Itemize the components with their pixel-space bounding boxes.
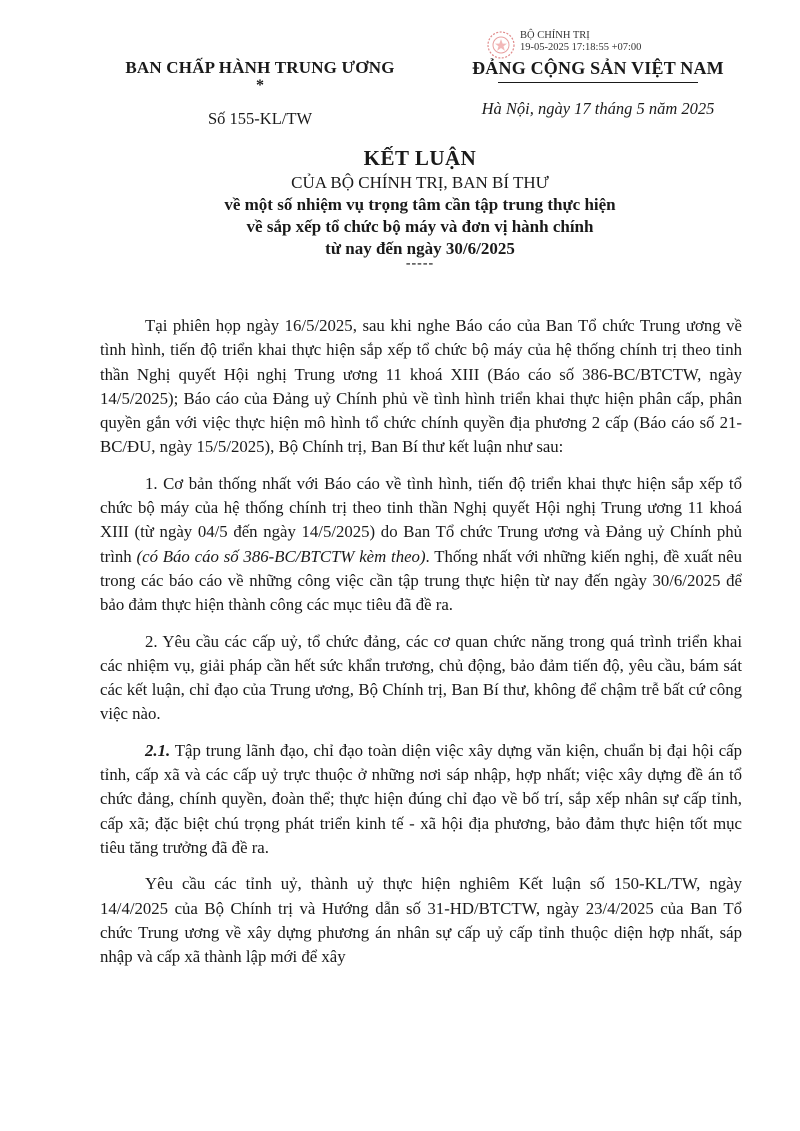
header-underline — [498, 82, 698, 83]
paragraph-2-1-text: Tập trung lãnh đạo, chỉ đạo toàn diện việc xây dựng văn kiện, chuẩn bị đại hội cấp tỉnh, cấp xã và các cấp uỷ trực thuộc ở những nơi sáp nhập, hợp nhất; việc xây dựng đề án tổ chức đảng, chính quyền, đoàn thể; thực hiện đúng chỉ đạo về bố trí, sắp xếp nhân sự cấp tỉnh, cấp xã; đặc biệt chú trọng phát triển kinh tế - xã hội địa phương, bảo đảm thực hiện tốt mục tiêu tăng trưởng đã đề ra. — [100, 740, 742, 857]
header-left — [100, 58, 420, 129]
section-number: 2.1. — [145, 740, 171, 760]
digital-signature — [486, 30, 641, 60]
paragraph-1-italic: (có Báo cáo số 386-BC/BTCTW kèm theo) — [136, 546, 426, 566]
signature-timestamp: 19-05-2025 17:18:55 +07:00 — [520, 42, 642, 53]
paragraph-1 — [100, 472, 742, 618]
paragraph-2-1 — [100, 739, 742, 860]
signature-signer: BỘ CHÍNH TRỊ — [520, 30, 590, 41]
party-name: ĐẢNG CỘNG SẢN VIỆT NAM — [472, 58, 724, 78]
organization-name: BAN CHẤP HÀNH TRUNG ƯƠNG — [125, 58, 395, 77]
document-title — [100, 146, 740, 269]
title-separator: ----- — [405, 256, 435, 271]
paragraph-requirement: Yêu cầu các tỉnh uỷ, thành uỷ thực hiện nghiêm Kết luận số 150-KL/TW, ngày 14/4/2025 của Bộ Chính trị và Hướng dẫn số 31-HD/BTCTW, ngày 23/4/2025 của Ban Tổ chức Trung ương về xây dựng phương án nhân sự cấp uỷ cấp tỉnh thuộc diện hợp nhất, sáp nhập và cấp xã thành lập mới để xây — [100, 874, 742, 967]
document-number: Số 155-KL/TW — [207, 109, 313, 128]
document-body — [100, 314, 742, 969]
title-subject-line-3: từ nay đến ngày 30/6/2025 — [325, 239, 515, 258]
header-star: * — [256, 77, 264, 94]
paragraph-1-text-a: 1. Cơ bản thống nhất với Báo cáo về tình hình, tiến độ triển khai thực hiện sắp xếp tổ chức bộ máy của hệ thống chính trị theo tinh thần Nghị quyết Hội nghị Trung ương 11 khoá XIII (từ ngày 04/5 đến ngày 14/5/2025) do Ban Tổ chức Trung ương và Đảng uỷ Chính phủ trình — [100, 473, 742, 566]
paragraph-2: 2. Yêu cầu các cấp uỷ, tổ chức đảng, các cơ quan chức năng trong quá trình triển khai các nhiệm vụ, giải pháp cần hết sức khẩn trương, chủ động, bảo đảm tiến độ, yêu cầu, bám sát các kết luận, chỉ đạo của Trung ương, Bộ Chính trị, Ban Bí thư, không để chậm trễ bất cứ công việc nào. — [100, 631, 742, 724]
paragraph-intro: Tại phiên họp ngày 16/5/2025, sau khi nghe Báo cáo của Ban Tổ chức Trung ương về tình hình, tiến độ triển khai thực hiện sắp xếp tổ chức bộ máy của hệ thống chính trị theo tinh thần Nghị quyết Hội nghị Trung ương 11 khoá XIII (Báo cáo số 386-BC/BTCTW, ngày 14/5/2025); Báo cáo của Đảng uỷ Chính phủ về tình hình triển khai thực hiện phân cấp, phân quyền gắn với việc thực hiện mô hình tổ chức chính quyền địa phương 2 cấp (Báo cáo số 21-BC/ĐU, ngày 15/5/2025), Bộ Chính trị, Ban Bí thư kết luận như sau: — [100, 316, 742, 457]
title-main: KẾT LUẬN — [363, 146, 477, 170]
title-subject-line-2: về sắp xếp tổ chức bộ máy và đơn vị hành chính — [246, 217, 594, 236]
paragraph-1-text-b: . Thống nhất với những kiến nghị, đề xuất nêu trong các báo cáo về những công việc cần tập trung thực hiện từ nay đến ngày 30/6/2025 để bảo đảm thực hiện thành công các mục tiêu đã đề ra. — [100, 546, 743, 615]
header-right — [438, 58, 758, 119]
title-subject-line-1: về một số nhiệm vụ trọng tâm cần tập trung thực hiện — [224, 195, 616, 214]
title-issuer: CỦA BỘ CHÍNH TRỊ, BAN BÍ THƯ — [291, 173, 549, 192]
place-date: Hà Nội, ngày 17 tháng 5 năm 2025 — [481, 99, 715, 118]
seal-icon — [486, 30, 516, 60]
